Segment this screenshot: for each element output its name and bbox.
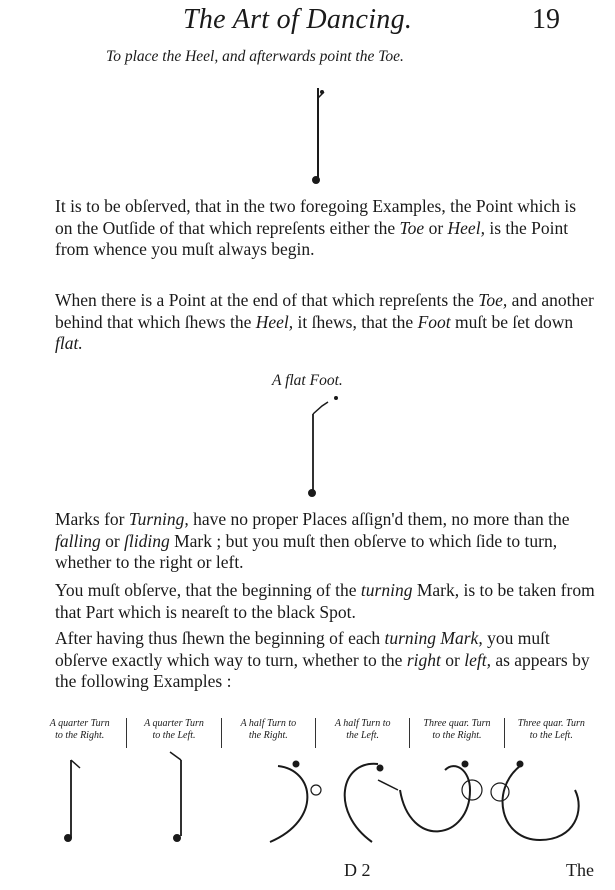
text-run: it ſhews, that the xyxy=(293,311,418,332)
signature-mark: D 2 xyxy=(344,860,371,880)
text-run: Toe, xyxy=(478,290,508,310)
turn-label xyxy=(315,718,409,748)
text-run: turning Mark, xyxy=(384,628,483,648)
turn-label-line2: to the Left. xyxy=(152,730,196,741)
paragraph-3 xyxy=(55,509,597,574)
turn-label-line2: to the Right. xyxy=(55,730,105,741)
section-heading: To place the Heel, and afterwards point the Toe. xyxy=(106,48,404,65)
turn-label xyxy=(126,718,220,748)
figure-caption: A flat Foot. xyxy=(272,372,343,389)
turn-label xyxy=(33,718,126,748)
three-quarter-turn-right-mark xyxy=(400,761,482,831)
text-run: right xyxy=(406,649,441,670)
turn-label-line1: A half Turn to xyxy=(334,718,391,729)
heel-toe-mark xyxy=(313,88,325,184)
turn-label-line1: A quarter Turn xyxy=(144,718,204,729)
text-run: Foot xyxy=(417,311,451,332)
quarter-turn-right-mark xyxy=(65,760,81,842)
turn-label-line2: the Right. xyxy=(248,730,288,741)
text-run: falling xyxy=(55,530,101,551)
text-run: You muſt obſerve, that the beginning of the xyxy=(55,580,361,600)
text-run: Turning, xyxy=(128,509,189,529)
turn-label-line1: Three quar. Turn xyxy=(423,718,491,729)
text-run: muſt be ſet down xyxy=(450,311,574,332)
text-run: have no proper Places aſſign'd them, no more than the xyxy=(188,509,570,529)
text-run: or xyxy=(100,530,125,551)
page-title: The Art of Dancing. xyxy=(183,4,413,35)
text-run: is the Point from whence you muſt always begin. xyxy=(55,217,569,259)
turn-label xyxy=(221,718,315,748)
text-run: Marks for xyxy=(55,509,129,529)
text-run: turning xyxy=(360,580,413,600)
paragraph-1 xyxy=(55,196,597,261)
text-run: ſliding xyxy=(124,530,170,551)
text-run: or xyxy=(440,649,465,670)
turn-label-line2: to the Right. xyxy=(432,730,482,741)
text-run: left, xyxy=(464,649,491,670)
paragraph-5 xyxy=(55,628,597,693)
text-run: Heel, xyxy=(255,311,294,332)
text-run: and another behind that which ſhews the xyxy=(55,290,594,332)
turn-label xyxy=(409,718,503,748)
text-run: Toe xyxy=(399,217,425,238)
text-run: Mark, is to be taken from that Part which is neareſt to the black Spot. xyxy=(55,580,595,622)
three-quarter-turn-left-mark xyxy=(491,761,579,840)
turn-label-line2: the Left. xyxy=(346,730,380,741)
text-run: When there is a Point at the end of that which repreſents the xyxy=(55,290,479,310)
text-run: as appears by the following Examples : xyxy=(55,649,590,691)
half-turn-right-mark xyxy=(270,761,321,842)
flat-foot-mark xyxy=(309,397,338,497)
catchword: The xyxy=(566,860,594,880)
half-turn-left-mark xyxy=(345,764,398,842)
text-run: you muſt obſerve exactly which way to turn, whether to the xyxy=(55,628,550,670)
quarter-turn-left-mark xyxy=(170,752,181,842)
paragraph-2 xyxy=(55,290,597,355)
text-run: or xyxy=(424,217,448,238)
text-run: After having thus ſhewn the beginning of each xyxy=(55,628,385,648)
paragraph-4 xyxy=(55,580,597,623)
text-run: flat. xyxy=(55,333,83,353)
turn-label-line2: to the Left. xyxy=(529,730,573,741)
turn-label-line1: Three quar. Turn xyxy=(517,718,585,729)
turn-label-line1: A half Turn to xyxy=(240,718,297,729)
text-run: Mark ; but you muſt then obſerve to which ſide to turn, whether to the right or left. xyxy=(55,530,558,572)
text-run: It is to be obſerved, that in the two foregoing Examples, the Point which is on the Outſide of that which repreſents either the xyxy=(55,196,577,238)
turn-label xyxy=(504,718,598,748)
text-run: Heel, xyxy=(447,217,485,238)
page-number: 19 xyxy=(532,4,560,35)
turn-label-line1: A quarter Turn xyxy=(49,718,110,729)
turn-labels-row xyxy=(33,718,598,748)
